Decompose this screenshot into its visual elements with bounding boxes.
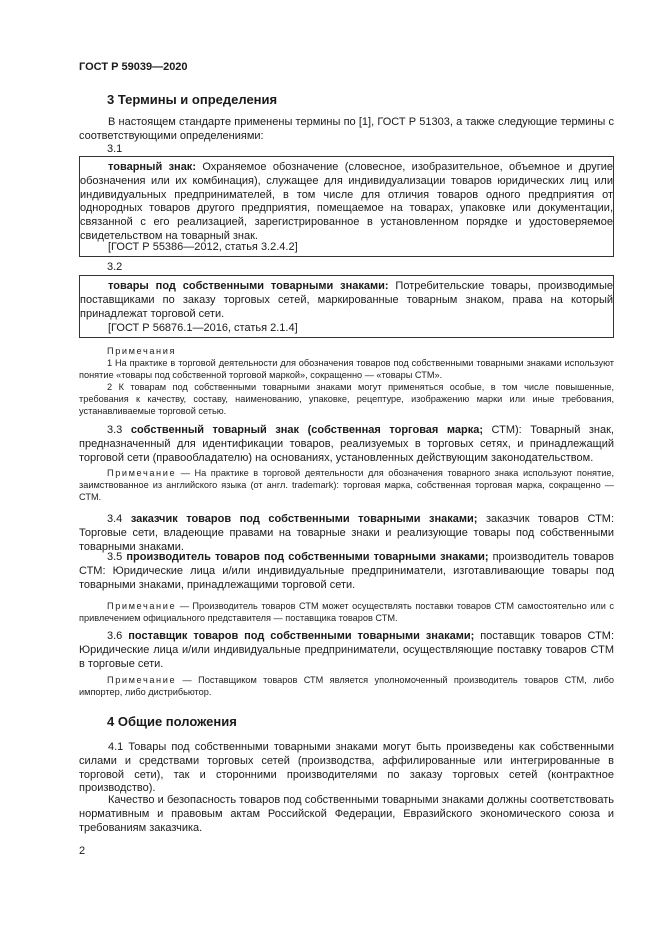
term-3-6-text: поставщик товаров СТМ: Юридические лица и/или индивидуальные предприниматели, осуществляющие поставку товаров СТМ в торговые сети. — [79, 630, 615, 670]
term-3-1-number: 3.1 — [107, 143, 123, 155]
term-3-6-note — [79, 674, 614, 698]
term-3-2-box — [79, 275, 614, 338]
term-3-3-note-label: Примечание — [107, 468, 177, 478]
term-3-2-source: [ГОСТ Р 56876.1—2016, статья 2.1.4] — [108, 322, 298, 334]
section-3-intro: В настоящем стандарте применены термины по [1], ГОСТ Р 51303, а также следующие термины с соответствующими определениями: — [79, 116, 614, 142]
section-4-paragraph-1: 4.1 Товары под собственными товарными знаками могут быть произведены как собственными силами и средствами торговых сетей (производства, аффилированные или интегрированные в торговой сети), так и сторонними производителями по заказу торговых сетей (контрактное производство). — [79, 741, 614, 795]
term-3-6-note-label: Примечание — [107, 675, 177, 685]
document-id-header: ГОСТ Р 59039—2020 — [79, 61, 188, 73]
term-3-2-number: 3.2 — [107, 261, 123, 273]
section-3-title: 3 Термины и определения — [107, 92, 278, 107]
term-3-5 — [79, 551, 614, 592]
term-3-3-note-text: — На практике в торговой деятельности для обозначения товарного знака используют понятие, заимствованное из английского языка (от англ. trademark): торговая марка, собственная торговая марка, сокращенно — СТМ. — [79, 468, 614, 502]
term-3-5-term: производитель товаров под собственными товарными знаками; — [126, 551, 489, 563]
term-3-1-definition — [80, 161, 613, 244]
page-number: 2 — [79, 845, 86, 857]
term-3-3-text: СТМ): Товарный знак, предназначенный для идентификации товаров, реализуемых в торговых сетях, и принадлежащий торговой сети (правообладателю) на основаниях, установленных действующим законодательством. — [79, 424, 614, 464]
notes-title: Примечания — [107, 346, 177, 356]
term-3-6-number: 3.6 — [107, 630, 129, 642]
term-3-2-term: товары под собственными товарными знаками: — [108, 280, 389, 292]
term-3-4-term: заказчик товаров под собственными товарными знаками; — [130, 513, 478, 525]
term-3-3-term: собственный товарный знак (собственная торговая марка; — [130, 424, 484, 436]
term-3-3 — [79, 424, 614, 465]
term-3-6-term: поставщик товаров под собственными товарными знаками; — [128, 630, 475, 642]
term-3-5-note-label: Примечание — [107, 601, 177, 611]
term-3-2-text: Потребительские товары, производимые поставщиками по заказу торговых сетей, маркированные товарным знаком, права на который принадлежат торговой сети. — [80, 280, 614, 320]
term-3-1-term: товарный знак: — [108, 161, 196, 173]
term-3-4-number: 3.4 — [107, 513, 131, 525]
term-3-5-note — [79, 600, 614, 624]
term-3-5-note-text: — Производитель товаров СТМ может осуществлять поставки товаров СТМ самостоятельно или с привлечением официального представителя — поставщика товаров СТМ. — [79, 601, 614, 623]
term-3-1-source: [ГОСТ Р 55386—2012, статья 3.2.4.2] — [108, 241, 298, 253]
term-3-1-text: Охраняемое обозначение (словесное, изобразительное, объемное и другие обозначения или их комбинация), служащее для индивидуализации товаров юридических лиц или индивидуальных предпринимателей, в том числе для отличия товаров одного предприятия от однородных товаров другого предприятия, помещаемое на товарах, упаковке или документации, связанной с его реализацией, зарегистрированное в установленном порядке и удостоверяемое свидетельством на товарный знак. — [80, 161, 613, 242]
term-3-1-box — [79, 156, 614, 257]
note-1: 1 На практике в торговой деятельности для обозначения товаров под собственными товарными знаками используют понятие «товары под собственной торговой маркой», сокращенно — «товары СТМ». — [79, 358, 614, 380]
term-3-5-number: 3.5 — [107, 551, 127, 563]
term-3-6 — [79, 630, 614, 671]
term-3-2-definition — [80, 280, 613, 321]
term-3-3-number: 3.3 — [107, 424, 131, 436]
section-4-paragraph-2: Качество и безопасность товаров под собственными товарными знаками должны соответствовать нормативным и правовым актам Российской Федерации, Евразийского экономического союза и требованиям заказчика. — [79, 794, 614, 834]
term-3-4-text: заказчик товаров СТМ: Торговые сети, владеющие правами на товарные знаки и реализующие товары под собственными товарными знаками. — [79, 513, 615, 553]
term-3-4 — [79, 513, 614, 554]
note-2: 2 К товарам под собственными товарными знаками могут применяться особые, в том числе повышенные, требования к качеству, составу, наименованию, упаковке, рецептуре, изображению марки или иные требования, устанавливаемые торговой сетью. — [79, 382, 614, 416]
term-3-6-note-text: — Поставщиком товаров СТМ является уполномоченный производитель товаров СТМ, либо импортер, либо дистрибьютор. — [79, 675, 614, 697]
term-3-3-note — [79, 467, 614, 503]
section-4-title: 4 Общие положения — [107, 714, 237, 729]
term-3-5-text: производитель товаров СТМ: Юридические лица и/или индивидуальные предприниматели, изготавливающие товары под товарными знаками, принадлежащими торговой сети. — [79, 551, 614, 591]
